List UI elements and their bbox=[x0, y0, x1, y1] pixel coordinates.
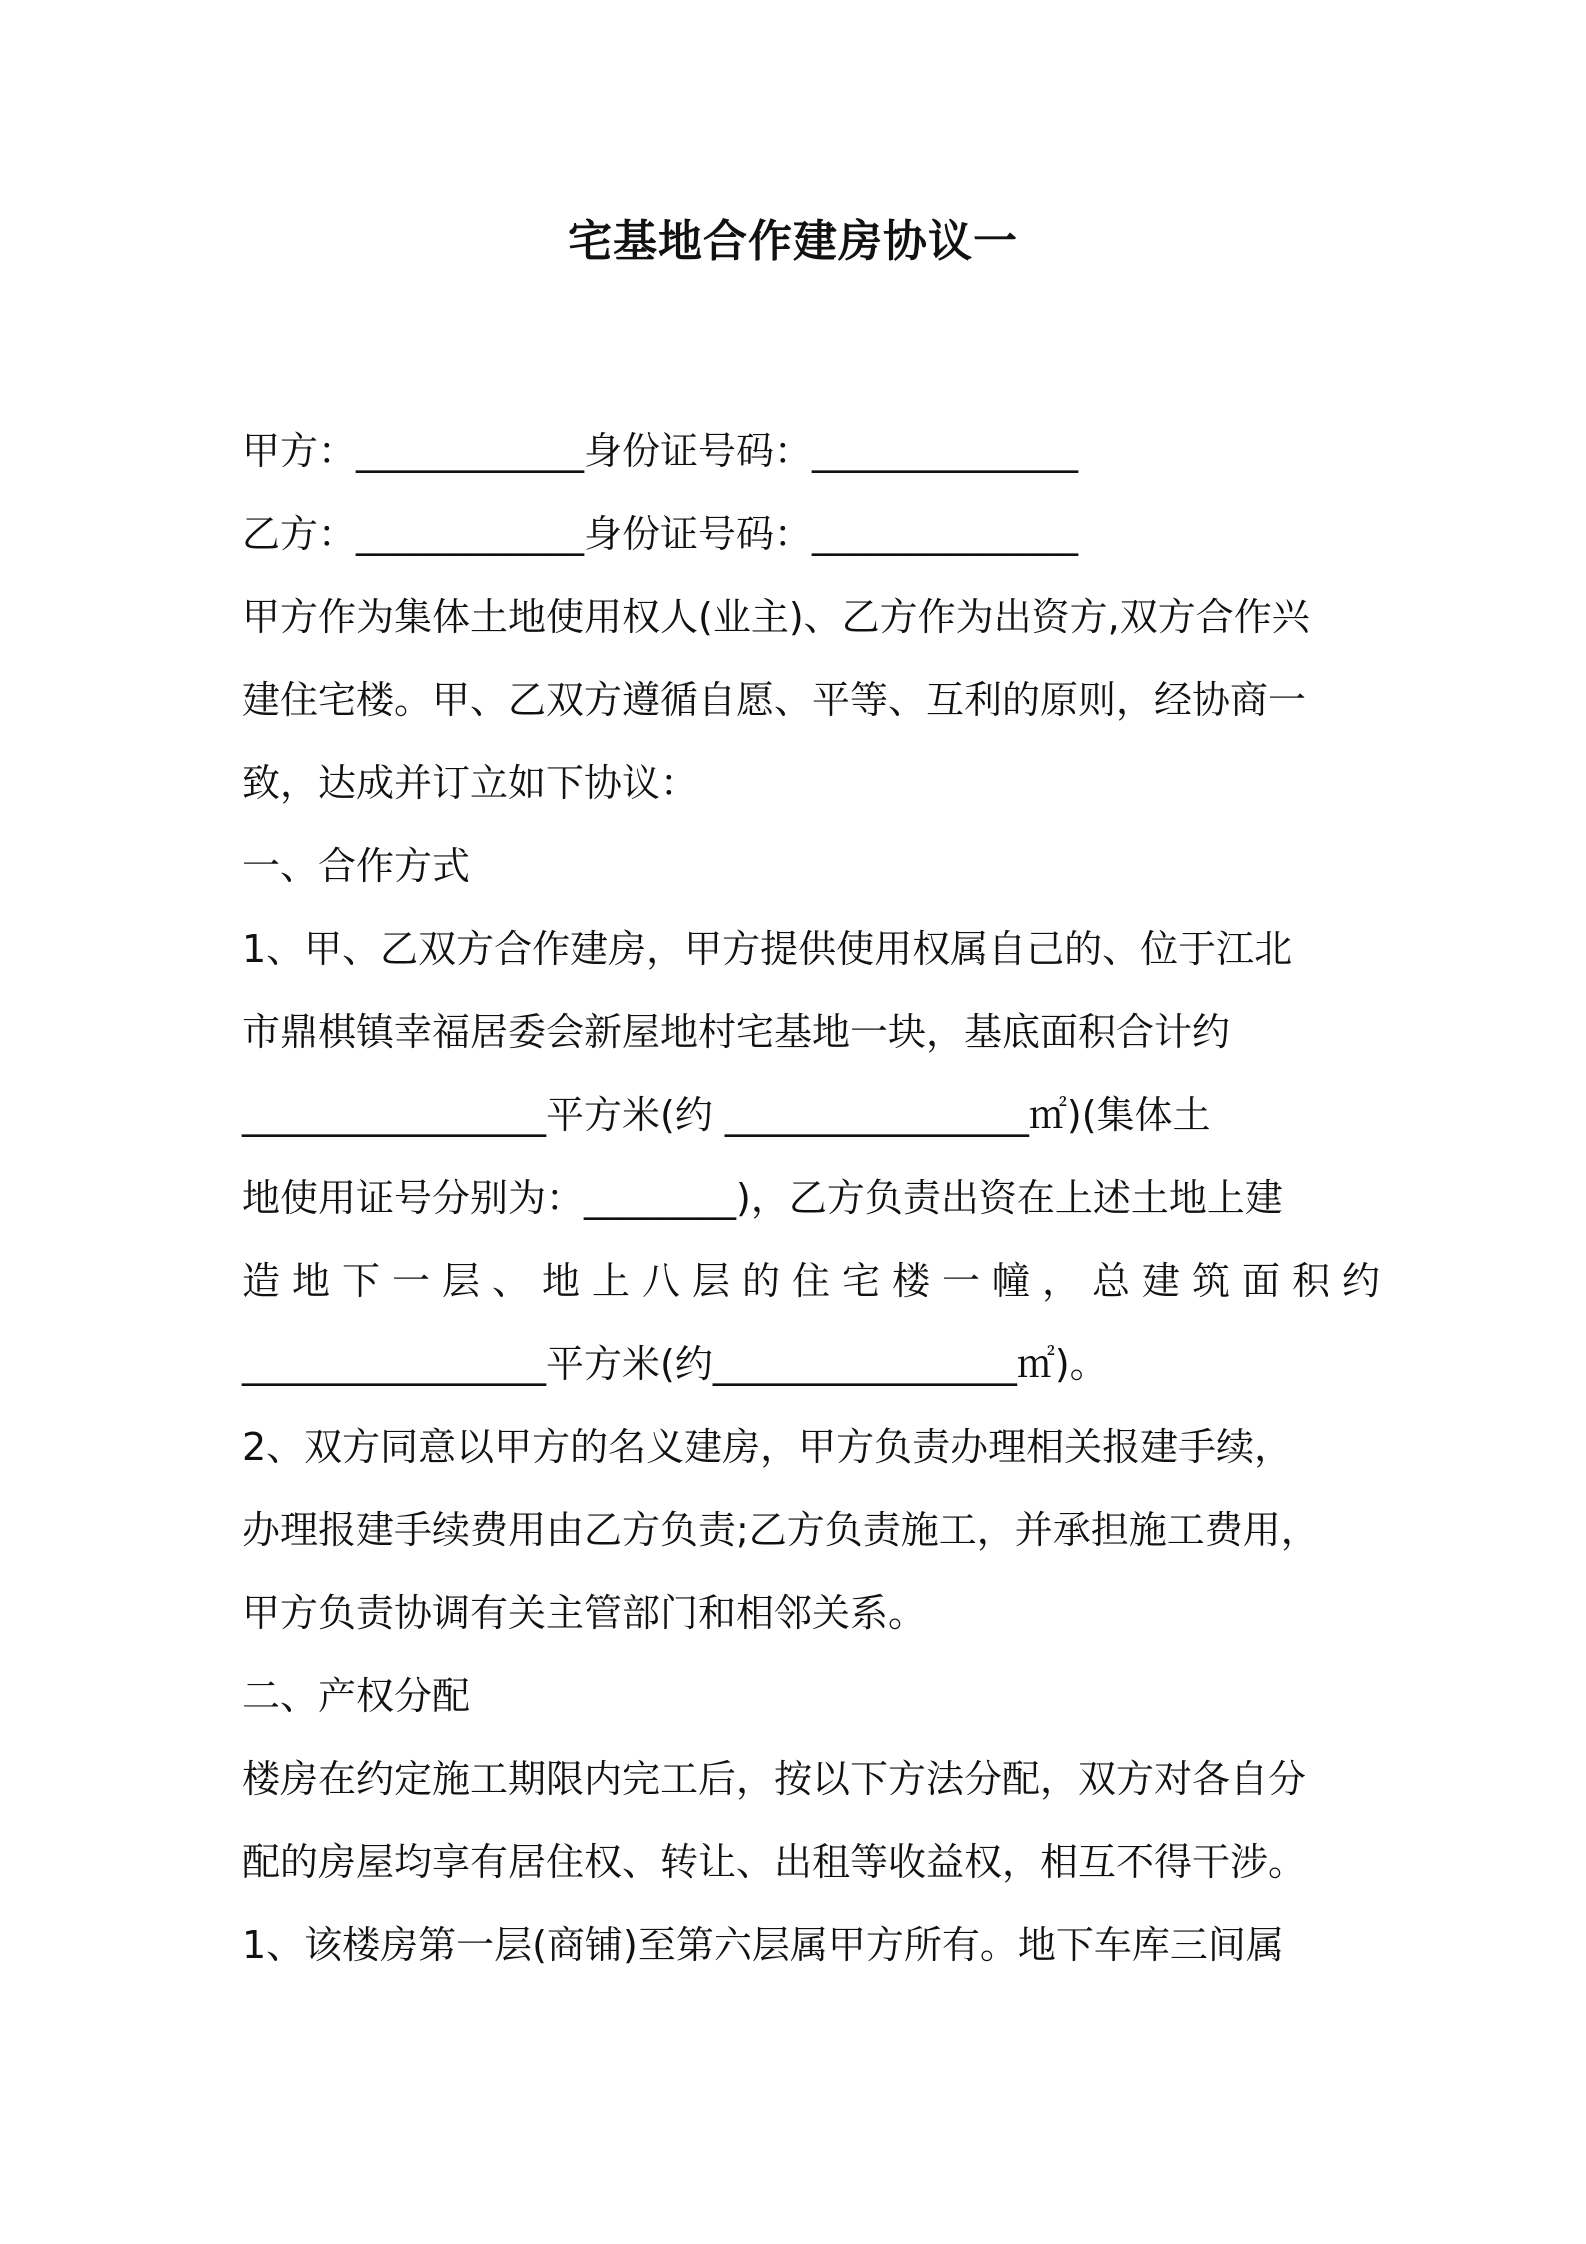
paragraph-line: 致，达成并订立如下协议： bbox=[242, 761, 699, 805]
paragraph-line: 市鼎棋镇幸福居委会新屋地村宅基地一块，基底面积合计约 bbox=[242, 1010, 1231, 1054]
party-a-line: 甲方：____________身份证号码：______________ bbox=[242, 429, 1079, 473]
paragraph-line: 造地下一层、地上八层的住宅楼一幢，总建筑面积约 bbox=[242, 1259, 1393, 1303]
section-heading: 二、产权分配 bbox=[242, 1674, 471, 1718]
paragraph-line: ________________平方米(约________________㎡)。 bbox=[242, 1342, 1108, 1386]
paragraph-line: 甲方负责协调有关主管部门和相邻关系。 bbox=[242, 1591, 927, 1635]
paragraph-line: 1、该楼房第一层(商铺)至第六层属甲方所有。地下车库三间属 bbox=[242, 1923, 1284, 1967]
section-heading: 一、合作方式 bbox=[242, 844, 471, 888]
party-b-line: 乙方：____________身份证号码：______________ bbox=[242, 512, 1079, 556]
paragraph-line: 地使用证号分别为：________)，乙方负责出资在上述土地上建 bbox=[242, 1176, 1283, 1220]
paragraph-line: 2、双方同意以甲方的名义建房，甲方负责办理相关报建手续， bbox=[242, 1425, 1293, 1469]
paragraph-line: 配的房屋均享有居住权、转让、出租等收益权，相互不得干涉。 bbox=[242, 1840, 1307, 1884]
paragraph-line: 楼房在约定施工期限内完工后，按以下方法分配，双方对各自分 bbox=[242, 1757, 1307, 1801]
paragraph-line: 办理报建手续费用由乙方负责;乙方负责施工，并承担施工费用， bbox=[242, 1508, 1319, 1552]
paragraph-line: 建住宅楼。甲、乙双方遵循自愿、平等、互利的原则，经协商一 bbox=[242, 678, 1307, 722]
paragraph-line: ________________平方米(约 ________________㎡)(集体土 bbox=[242, 1093, 1211, 1137]
paragraph-line: 甲方作为集体土地使用权人(业主)、乙方作为出资方,双方合作兴 bbox=[242, 595, 1310, 639]
document-body bbox=[242, 410, 1393, 1987]
document-title: 宅基地合作建房协议一 bbox=[568, 216, 1018, 267]
paragraph-line: 1、甲、乙双方合作建房，甲方提供使用权属自己的、位于江北 bbox=[242, 927, 1293, 971]
